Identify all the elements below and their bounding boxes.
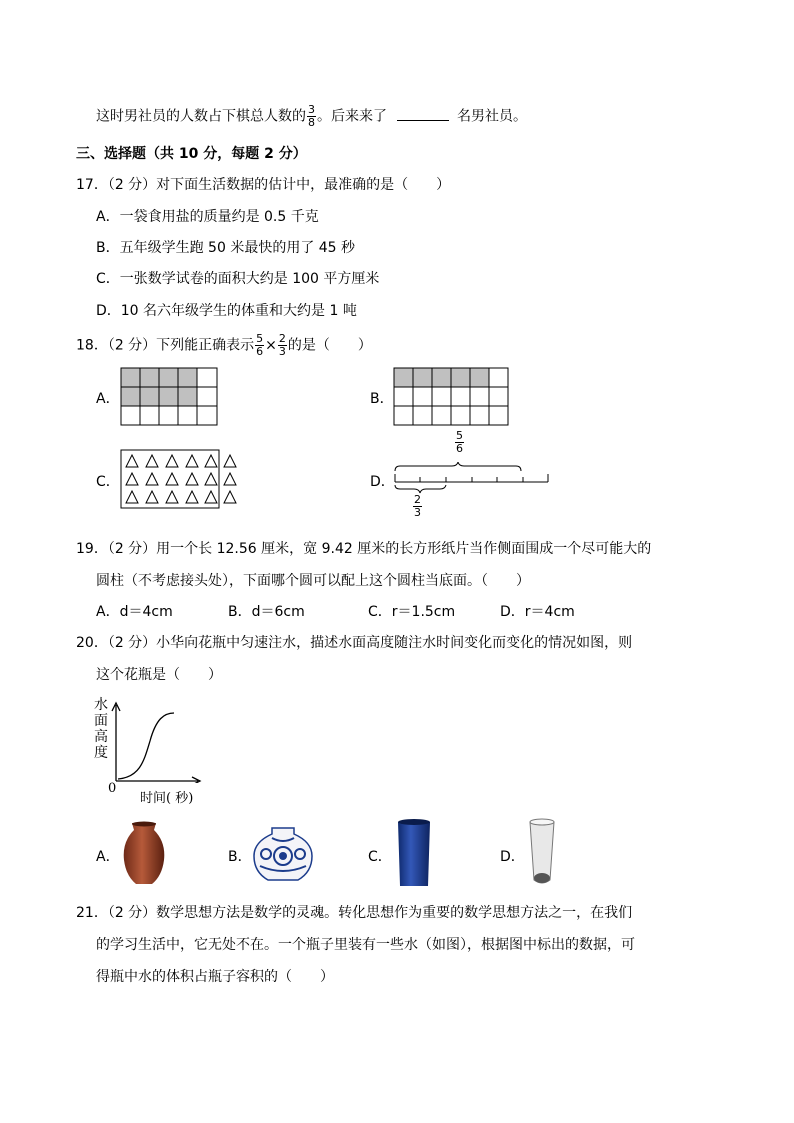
q16-text-after: 。后来来了 bbox=[317, 108, 387, 125]
q17-option-d[interactable]: D．10 名六年级学生的体重和大约是 1 吨 bbox=[96, 303, 357, 319]
y-label-char: 度 bbox=[94, 745, 108, 761]
q18-fraction-1 bbox=[255, 333, 264, 358]
fraction-denominator: 8 bbox=[308, 116, 315, 129]
fraction-numerator: 5 bbox=[456, 429, 463, 442]
q18-label-b[interactable]: B． bbox=[370, 391, 394, 407]
q18-label-d[interactable]: D． bbox=[370, 474, 395, 490]
fraction-denominator: 6 bbox=[256, 345, 264, 358]
q19-option-a[interactable]: A．d＝4cm bbox=[96, 604, 173, 620]
y-label-char: 高 bbox=[94, 729, 108, 745]
q17-option-b[interactable]: B．五年级学生跑 50 米最快的用了 45 秒 bbox=[96, 240, 356, 256]
q17-option-a[interactable]: A．一袋食用盐的质量约是 0.5 千克 bbox=[96, 209, 319, 225]
q21-line3: 得瓶中水的体积占瓶子容积的（ ） bbox=[96, 969, 334, 985]
vase-b-image bbox=[252, 826, 314, 882]
q21-line2: 的学习生活中，它无处不在。一个瓶子里装有一些水（如图），根据图中标出的数据，可 bbox=[96, 937, 635, 953]
vase-d-image bbox=[526, 818, 558, 888]
q16-fraction bbox=[307, 104, 316, 129]
q20-label-d[interactable]: D． bbox=[500, 849, 525, 865]
q18-d-top-fraction bbox=[454, 430, 465, 455]
q18-option-c-triangles bbox=[120, 449, 240, 511]
q18-option-b-grid bbox=[393, 367, 511, 427]
q18-d-bottom-fraction bbox=[412, 494, 423, 519]
answer-blank[interactable] bbox=[397, 108, 449, 121]
times-sign: × bbox=[265, 337, 277, 354]
q19-line1: 19．（2 分）用一个长 12.56 厘米，宽 9.42 厘米的长方形纸片当作侧面围成一个尽可能大的 bbox=[76, 541, 652, 557]
fraction-denominator: 3 bbox=[278, 345, 286, 358]
fraction bbox=[413, 494, 422, 519]
fraction-numerator: 5 bbox=[256, 332, 264, 345]
q17-option-c[interactable]: C．一张数学试卷的面积大约是 100 平方厘米 bbox=[96, 271, 380, 287]
graph-y-label bbox=[94, 697, 110, 761]
q18-label-c[interactable]: C． bbox=[96, 474, 120, 490]
q19-line2: 圆柱（不考虑接头处），下面哪个圆可以配上这个圆柱当底面。（ ） bbox=[96, 573, 530, 589]
q17-stem: 17．（2 分）对下面生活数据的估计中，最准确的是（ ） bbox=[76, 177, 451, 193]
q20-label-a[interactable]: A． bbox=[96, 849, 120, 865]
q19-option-d[interactable]: D．r＝4cm bbox=[500, 604, 575, 620]
q20-label-c[interactable]: C． bbox=[368, 849, 392, 865]
q18-option-a-grid bbox=[120, 367, 220, 427]
q18-stem-before: 18．（2 分）下列能正确表示 bbox=[76, 337, 255, 354]
fraction bbox=[455, 430, 464, 455]
q16-tail-line bbox=[96, 104, 527, 129]
q16-text-end: 名男社员。 bbox=[457, 108, 527, 125]
q20-label-b[interactable]: B． bbox=[228, 849, 252, 865]
fraction-numerator: 2 bbox=[278, 332, 286, 345]
q20-line1: 20．（2 分）小华向花瓶中匀速注水，描述水面高度随注水时间变化而变化的情况如图，则 bbox=[76, 635, 633, 651]
q19-option-c[interactable]: C．r＝1.5cm bbox=[368, 604, 456, 620]
q18-fraction-2 bbox=[278, 333, 287, 358]
vase-c-image bbox=[394, 818, 434, 890]
graph-axes-and-curve bbox=[110, 701, 202, 783]
q18-option-d-number-line bbox=[390, 462, 552, 496]
vase-a-image bbox=[120, 820, 168, 886]
fraction-denominator: 3 bbox=[414, 506, 421, 519]
q18-stem bbox=[76, 333, 372, 358]
graph-origin: 0 bbox=[108, 781, 117, 796]
fraction-numerator: 3 bbox=[308, 103, 315, 116]
fraction-numerator: 2 bbox=[414, 493, 421, 506]
fraction-denominator: 6 bbox=[456, 442, 463, 455]
q16-text: 这时男社员的人数占下棋总人数的 bbox=[96, 108, 306, 125]
q20-line2: 这个花瓶是（ ） bbox=[96, 667, 222, 683]
q18-stem-after: 的是（ ） bbox=[287, 337, 372, 354]
q19-option-b[interactable]: B．d＝6cm bbox=[228, 604, 305, 620]
q20-graph bbox=[94, 697, 204, 805]
y-label-char: 水 bbox=[94, 697, 108, 713]
section-title: 三、选择题（共 10 分，每题 2 分） bbox=[76, 146, 307, 162]
q18-label-a[interactable]: A． bbox=[96, 391, 120, 407]
y-label-char: 面 bbox=[94, 713, 108, 729]
q21-line1: 21．（2 分）数学思想方法是数学的灵魂。转化思想作为重要的数学思想方法之一，在我们 bbox=[76, 905, 633, 921]
graph-x-label: 时间( 秒) bbox=[140, 791, 194, 806]
